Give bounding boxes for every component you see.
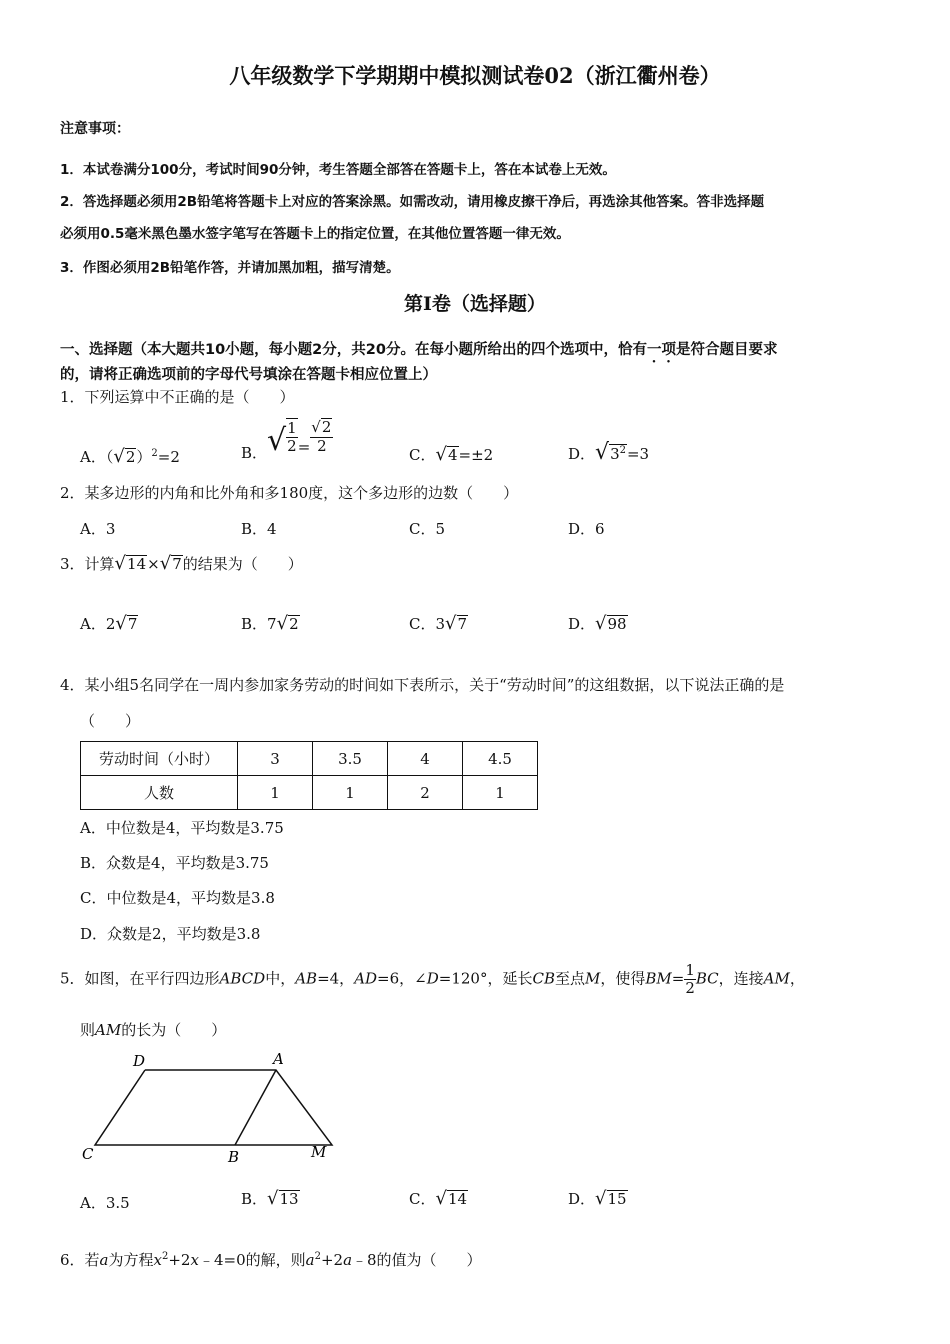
option-label: A． [80,448,106,466]
q2-option-d: D．6 [568,520,605,538]
stem-text: =4， [317,969,355,988]
var: BM [645,969,672,988]
table-cell: 劳动时间（小时） [81,742,238,776]
option-label: A． [80,1194,106,1212]
table-cell: 人数 [81,776,238,810]
q5-option-d [568,1188,628,1209]
label-b: B [228,1148,240,1166]
rhs: =±2 [458,446,494,464]
exponent: 2 [619,445,626,456]
radicand-base: 3 [610,445,620,463]
label-c: C [82,1145,94,1163]
section-heading-line2: 的，请将正确选项前的字母代号填涂在答题卡相应位置上） [60,367,437,383]
label-a: A [273,1050,284,1068]
q3-option-c [409,613,468,634]
fraction [310,418,333,454]
section-text: 一、选择题（本大题共10小题，每小题2分，共20分。在每小题所给出的四个选项中，恰有 [60,342,647,358]
question-5-stem [60,963,805,996]
numerator: 1 [287,419,297,437]
table-cell: 3 [238,742,313,776]
var: a [343,1251,353,1269]
q4-option-a: A．中位数是4，平均数是3.75 [80,819,284,837]
question-6-stem [60,1249,482,1270]
label-d: D [133,1052,146,1070]
option-label: D． [568,615,596,633]
label-m: M [311,1143,327,1161]
q3-option-d [568,613,628,634]
notice-item: 必须用0.5毫米黑色墨水签字笔写在答题卡上的指定位置，在其他位置答题一律无效。 [60,226,570,242]
times-icon: × [147,555,160,573]
var: x [190,1251,199,1269]
var: x [153,1251,162,1269]
stem-text: 为方程 [108,1251,154,1269]
radicand: 2 [125,448,136,466]
option-label: B． [241,444,268,462]
stem-text: ，使得 [600,969,646,988]
radical-icon: √ [267,1188,279,1209]
option-label: B． [241,1190,268,1208]
section-emphasis: 一项 [646,342,676,358]
var: AM [95,1021,122,1039]
fraction [684,963,696,996]
option-label: D． [568,1190,596,1208]
equals: = [297,438,311,456]
page-title: 八年级数学下学期期中模拟测试卷02（浙江衢州卷） [229,63,721,88]
q2-option-a: A．3 [80,520,116,538]
radicand: 7 [172,555,182,573]
notice-item: 1．本试卷满分100分，考试时间90分钟，考生答题全部答在答题卡上，答在本试卷上无效。 [60,162,616,178]
radical-icon: √ [445,613,457,634]
coefficient: 3 [435,615,446,633]
notice-item: 2．答选择题必须用2B铅笔将答题卡上对应的答案涂黑。如需改动，请用橡皮擦干净后，再选涂其他答案。答非选择题 [60,194,765,210]
q5-option-b [241,1188,300,1209]
stem-text: +2 [320,1251,344,1269]
radical-icon: √ [276,613,289,634]
denominator: 2 [287,437,297,455]
radical-icon: √ [113,446,125,467]
volume-title: 第Ⅰ卷（选择题） [404,293,546,315]
radicand: 98 [607,615,627,633]
stem-text: ， [789,969,805,988]
q2-option-c: C．5 [409,520,446,538]
stem-text: ﹣4=0的解，则 [198,1251,306,1269]
radical-icon: √ [159,553,172,574]
q4-option-c: C．中位数是4，平均数是3.8 [80,889,275,907]
var: ABCD [219,969,266,988]
value: 3.5 [105,1194,130,1212]
radicand: 14 [127,555,147,573]
var: a [99,1251,109,1269]
var: BC [695,969,719,988]
stem-text: 则 [80,1021,96,1039]
question-1-stem: 1．下列运算中不正确的是（ ） [60,388,295,406]
radicand: 14 [447,1190,468,1208]
stem-text: =6，∠ [377,969,427,988]
stem-text: 中， [265,969,296,988]
radical-icon: √ [595,613,607,634]
stem-text: 的结果为（ ） [182,555,303,573]
q4-option-b: B．众数是4，平均数是3.75 [80,854,269,872]
stem-text: 6．若 [60,1251,100,1269]
q1-option-c [409,444,493,465]
stem-text: 至点 [554,969,585,988]
parallelogram-outline [95,1070,332,1145]
q3-option-a [80,613,138,634]
option-label: C． [409,615,436,633]
question-4-stem: 4．某小组5名同学在一周内参加家务劳动的时间如下表所示，关于“劳动时间”的这组数据，以下说法正确的是 [60,676,785,694]
table-cell: 2 [388,776,463,810]
exponent: 2 [314,1251,321,1262]
q1-option-a [80,446,180,467]
question-2-stem: 2．某多边形的内角和比外角和多180度，这个多边形的边数（ ） [60,484,519,502]
radical-icon: √ [267,423,287,458]
parallelogram-figure [70,1046,340,1171]
stem-text: +2 [168,1251,191,1269]
table-cell: 4 [388,742,463,776]
var: CB [532,969,555,988]
stem-text: 5．如图，在平行四边形 [60,969,220,988]
radicand: 7 [127,615,138,633]
var: a [305,1251,315,1269]
q4-option-d: D．众数是2，平均数是3.8 [80,925,261,943]
notice-heading: 注意事项： [60,121,130,137]
stem-text: ，连接 [718,969,764,988]
radical-icon: √ [114,553,127,574]
radicand: 4 [447,446,458,464]
radicand: 2 [321,418,332,437]
paren: ） [136,448,152,466]
q1-option-d [568,440,649,465]
table-cell: 1 [463,776,538,810]
radical-icon: √ [311,418,321,437]
option-label: C． [409,1190,436,1208]
coefficient: 2 [105,615,116,633]
var: AD [354,969,378,988]
option-label: A． [80,615,106,633]
table-cell: 3.5 [313,742,388,776]
table-cell: 1 [238,776,313,810]
q3-option-b [241,613,300,634]
radical-icon: √ [595,440,610,465]
exponent: 2 [151,448,158,459]
radicand [609,444,627,463]
radical-icon: √ [435,444,447,465]
radical-icon: √ [435,1188,447,1209]
option-label: C． [409,446,436,464]
notice-item: 3．作图必须用2B铅笔作答，并请加黑加粗，描写清楚。 [60,260,400,276]
table-cell: 4.5 [463,742,538,776]
numerator: 1 [685,961,695,979]
stem-text: = [671,969,685,988]
option-label: D． [568,445,596,463]
var: AM [763,969,790,988]
segment-am [235,1070,276,1145]
table-cell: 1 [313,776,388,810]
rhs: =2 [157,448,180,466]
stem-text: =120°，延长 [438,969,533,988]
var: AB [295,969,318,988]
fraction [286,418,298,454]
table-row [81,742,538,776]
var: D [426,969,439,988]
section-heading [60,338,777,366]
q2-option-b: B．4 [241,520,277,538]
radical-icon: √ [595,1188,607,1209]
var: M [584,969,601,988]
numerator [310,418,333,438]
radical-icon: √ [115,613,127,634]
radicand: 2 [289,615,299,633]
rhs: =3 [626,445,650,463]
q5-option-c [409,1188,468,1209]
radicand: 13 [279,1190,299,1208]
paren: （ [105,448,114,466]
q1-option-b [241,418,333,463]
stem-text: 3．计算 [60,555,115,573]
section-text: 是符合题目要求 [675,342,778,358]
coefficient: 7 [267,615,277,633]
option-label: B． [241,615,268,633]
stem-text: ﹣8的值为（ ） [352,1251,482,1269]
labor-time-table [80,741,538,810]
question-4-stem-paren: （ ） [80,712,141,730]
q5-option-a [80,1192,130,1213]
exponent: 2 [161,1251,169,1262]
denominator: 2 [685,979,695,997]
radicand: 7 [457,615,468,633]
radicand: 15 [607,1190,627,1208]
question-5-stem-line2 [80,1019,226,1040]
table-row [81,776,538,810]
question-3-stem [60,553,303,574]
stem-text: 的长为（ ） [121,1021,227,1039]
denominator: 2 [317,436,327,455]
